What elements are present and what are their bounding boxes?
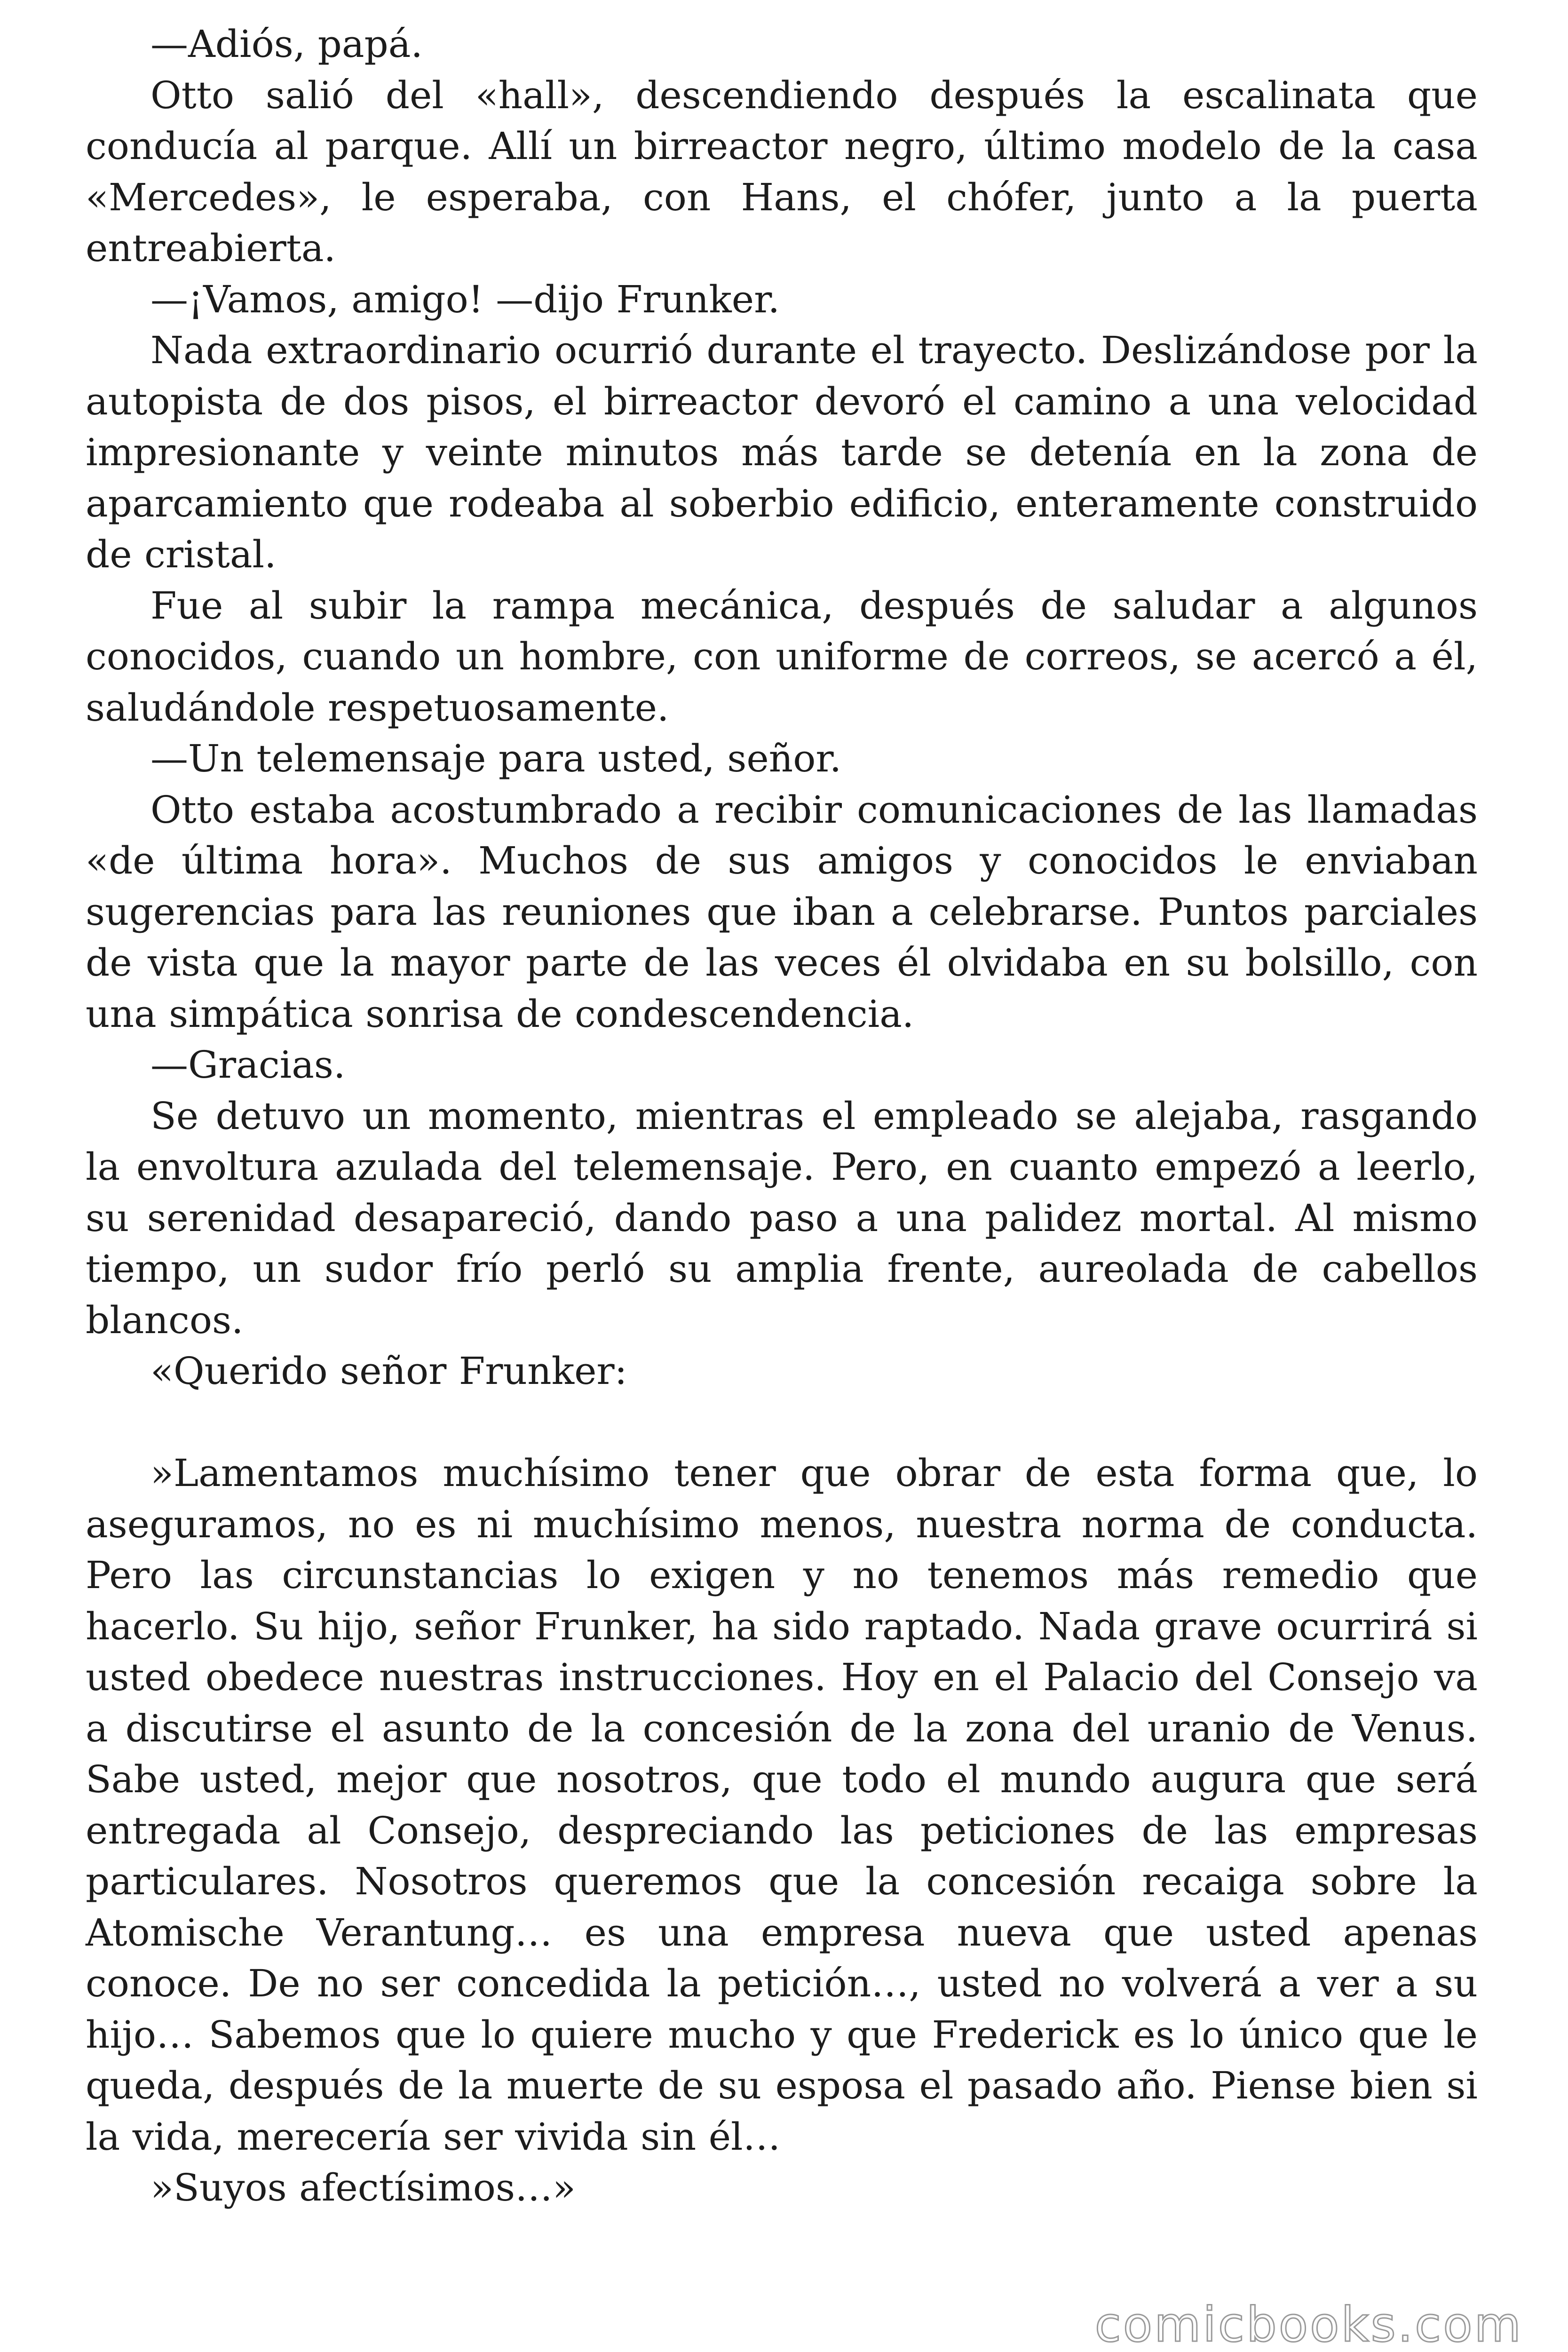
letter-body: »Lamentamos muchísimo tener que obrar de esta forma que, lo aseguramos, no es ni muchísimo menos, nuestra norma de conducta. Pero las circunstancias lo exigen y no tenemos más remedio que hacerlo. Su hijo, señor Frunker, ha sido raptado. Nada grave ocurrirá si usted obedece nuestras instrucciones. Hoy en el Palacio del Consejo va a discutirse el asunto de la concesión de la zona del uranio de Venus. Sabe usted, mejor que nosotros, que todo el mundo augura que será entregada al Consejo, despreciando las peticiones de las empresas particulares. Nosotros queremos que la concesión recaiga sobre la Atomische Verantung… es una empresa nueva que usted apenas conoce. De no ser concedida la petición…, usted no volverá a ver a su hijo… Sabemos que lo quiere mucho y que Frederick es lo único que le queda, después de la muerte de su esposa el pasado año. Piense bien si la vida, merecería ser vivida sin él…: [86, 1451, 1478, 2159]
paragraph: —¡Vamos, amigo! —dijo Frunker.: [150, 277, 780, 321]
paragraph: —Un telemensaje para usted, señor.: [150, 737, 842, 780]
letter-salutation: «Querido señor Frunker:: [150, 1349, 627, 1393]
watermark: comicbooks.com: [1094, 2297, 1523, 2352]
paragraph: Nada extraordinario ocurrió durante el trayecto. Deslizándose por la autopista de dos pisos, el birreactor devoró el camino a una velocidad impresionante y veinte minutos más tarde se detenía en la zona de aparcamiento que rodeaba al soberbio edificio, enteramente construido de cristal.: [86, 328, 1478, 576]
book-page: [86, 19, 1478, 2214]
letter-closing: »Suyos afectísimos…»: [150, 2166, 576, 2209]
paragraph: Fue al subir la rampa mecánica, después de saludar a algunos conocidos, cuando un hombre, con uniforme de correos, se acercó a él, saludándole respetuosamente.: [86, 583, 1478, 730]
paragraph: Otto salió del «hall», descendiendo después la escalinata que conducía al parque. Allí un birreactor negro, último modelo de la casa «Mercedes», le esperaba, con Hans, el chófer, junto a la puerta entreabierta.: [86, 73, 1478, 270]
paragraph: —Adiós, papá.: [150, 22, 423, 66]
paragraph: Se detuvo un momento, mientras el empleado se alejaba, rasgando la envoltura azulada del telemensaje. Pero, en cuanto empezó a leerlo, su serenidad desapareció, dando paso a una palidez mortal. Al mismo tiempo, un sudor frío perló su amplia frente, aureolada de cabellos blancos.: [86, 1094, 1478, 1342]
paragraph: —Gracias.: [150, 1043, 346, 1087]
paragraph: Otto estaba acostumbrado a recibir comunicaciones de las llamadas «de última hora». Muchos de sus amigos y conocidos le enviaban sugerencias para las reuniones que iban a celebrarse. Puntos parciales de vista que la mayor parte de las veces él olvidaba en su bolsillo, con una simpática sonrisa de condescendencia.: [86, 787, 1478, 1036]
